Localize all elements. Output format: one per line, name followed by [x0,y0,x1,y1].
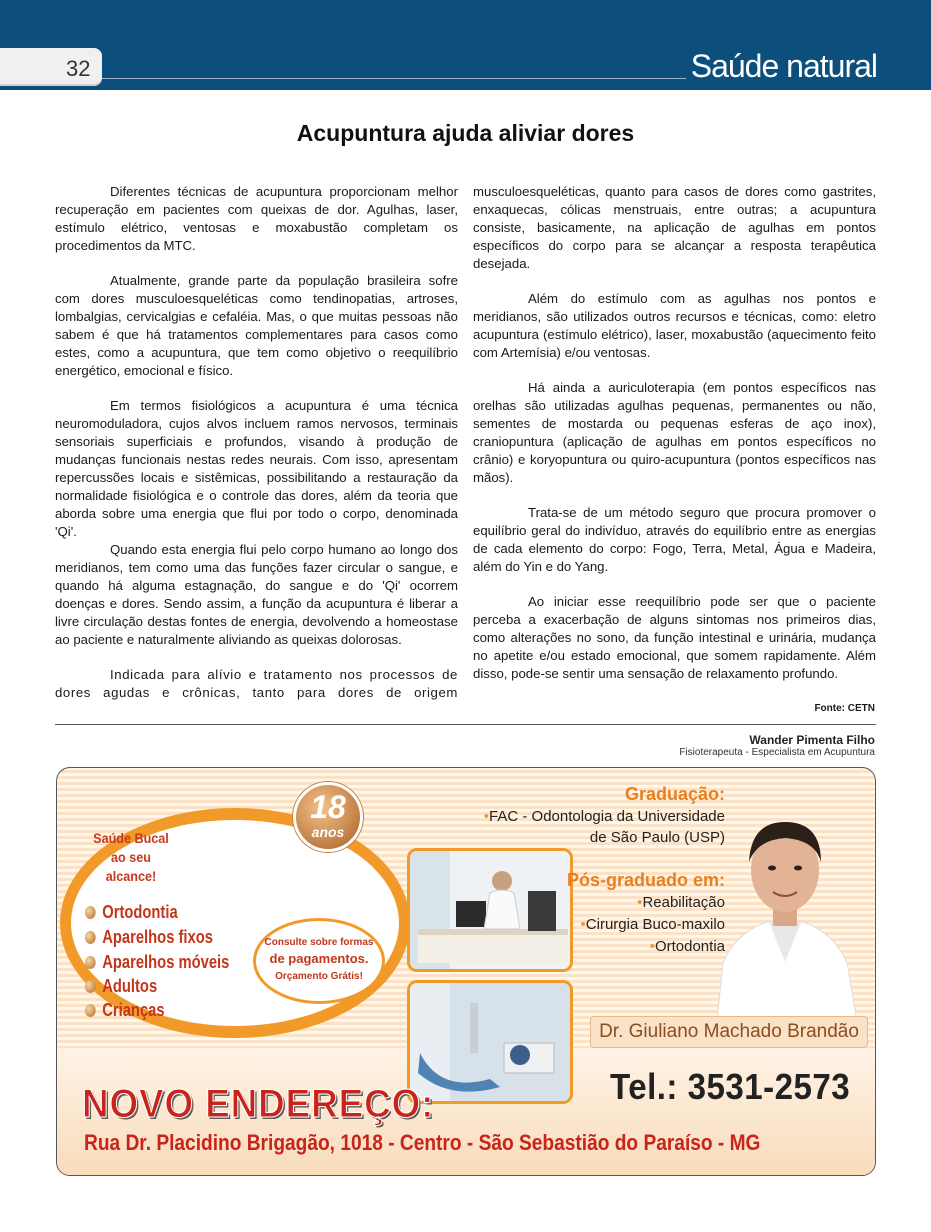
bullet-icon [85,956,96,969]
article-paragraph: Indicada para alívio e tratamento nos processos de dores agudas e crônicas, tanto para dores de origem [55,667,458,700]
article-paragraph: Atualmente, grande parte da população brasileira sofre com dores musculoesqueléticas como tendinopatias, artroses, lombalgias, cervicalgias e cefaléia. Mas, o que muitas pessoas não sabem é que há tratamentos complementares para casos como estes, como a acupuntura, que tem como objetivo o reequilíbrio energético, emocional e físico. [55,273,458,378]
doctor-name-box [590,1016,868,1048]
article-paragraph: Quando esta energia flui pelo corpo humano ao longo dos meridianos, tem como uma das funções fazer circular o sangue, e quando há alguma estagnação, do sangue e do 'Qi' ocorrem doenças e dores. Sendo assim, a função da acupuntura é liberar a livre circulação destas fontes de energia, devolvendo a homeostase ao paciente e naturalmente aliviando as queixas dolorosas. [55,542,458,647]
article-paragraph: Em termos fisiológicos a acupuntura é uma técnica neuromoduladora, cujos alvos incluem ramos nervosos, terminais sensoriais superficiais e profundos, visando à produção de mudanças funcionais nestas redes neurais. Com isso, apresentam repercussões locais e sistêmicas, possibilitando a restauração da normalidade fisiológica e o controle das dores, além da teoria que aborda sobre uma energia que flui por todo o corpo, denominada 'Qi'. [55,398,458,539]
payment-line-3: Orçamento Grátis! [275,971,363,982]
postgrad-item: •Cirurgia Buco-maxilo [580,916,725,933]
doctor-name: Dr. Giuliano Machado Brandão [599,1021,859,1042]
author-name: Wander Pimenta Filho [749,733,875,747]
payment-line-2: de pagamentos. [269,951,369,966]
new-address-title: NOVO ENDEREÇO: [82,1082,435,1126]
service-item: Crianças [85,1000,165,1021]
bullet-icon: • [649,938,655,955]
office-photo [407,848,573,972]
bullet-icon [85,980,96,993]
graduation-line-2: de São Paulo (USP) [589,829,725,846]
article-column-right [473,183,876,700]
bullet-icon: • [483,808,490,825]
service-item: Ortodontia [85,902,178,923]
article-divider [55,724,876,725]
article-column-left [55,183,458,719]
author-role: Fisioterapeuta - Especialista em Acupuntura [679,747,875,758]
article-paragraph: Diferentes técnicas de acupuntura proporcionam melhor recuperação em pacientes com queixas de dor. Agulhas, laser, estímulo elétrico, ventosas e moxabustão completam os procedimentos da MTC. [55,184,458,253]
payment-oval [253,918,385,1004]
graduation-title: Graduação: [624,784,725,804]
dental-advertisement [56,767,876,1176]
bullet-icon [85,906,96,919]
payment-line-1: Consulte sobre formas [264,937,374,948]
graduation-line-1: •FAC - Odontologia da Universidade [483,808,725,825]
article-paragraph: musculoesqueléticas, quanto para casos de dores como gastrites, enxaquecas, cólicas menstruais, entre outras; a acupuntura consiste, basicamente, na aplicação de agulhas em pontos específicos do corpo para se alcançar a resposta terapêutica desejada. [473,184,876,271]
postgrad-title: Pós-graduado em: [566,870,725,890]
postgrad-item: •Reabilitação [637,894,725,911]
article-title: Acupuntura ajuda aliviar dores [296,120,635,146]
article-paragraph: Ao iniciar esse reequilíbrio pode ser que o paciente perceba a exacerbação de alguns sintomas nos primeiros dias, como alterações no sono, da função intestinal e urinária, mudança no apetite e/ou estado emocional, que somem rapidamente. Além disso, pode-se sentir uma sensação de relaxamento profundo. [473,594,876,681]
page-number: 32 [66,56,91,81]
article-paragraph: Além do estímulo com as agulhas nos pontos e meridianos, são utilizados outros recursos e técnicas, como: eletro acupuntura (estímulo elétrico), laser, moxabustão (aquecimento feito com Artemísia) e/ou ventosas. [473,291,876,360]
phone-number: Tel.: 3531-2573 [610,1066,851,1107]
ad-tagline: Saúde Bucal ao seu alcance! [93,830,169,884]
service-item: Aparelhos fixos [85,927,213,948]
badge-number: 18 [310,789,346,825]
service-item: Adultos [85,976,157,997]
article-source: Fonte: CETN [814,703,875,714]
header-divider [102,78,686,79]
badge-label: anos [311,824,345,840]
bullet-icon: • [637,894,643,911]
bullet-icon [85,1004,96,1017]
bullet-icon: • [580,916,586,933]
article-paragraph: Há ainda a auriculoterapia (em pontos específicos nas orelhas são utilizadas agulhas pequenas, permanentes ou não, sementes de mostarda ou pequenas esferas de aço inox), craniopuntura (aplicação de agulhas em pontos específicos no crânio) e koryopuntura ou quiro-acupuntura (pontos específicos nas mãos). [473,380,876,485]
anniversary-badge [293,782,363,852]
article-paragraph: Trata-se de um método seguro que procura promover o equilíbrio geral do indivíduo, através do equilíbrio entre as energias de cada elemento do corpo: Fogo, Terra, Metal, Água e Madeira, além do Yin e do Yang. [473,505,876,574]
service-item: Aparelhos móveis [85,952,229,973]
postgrad-item: •Ortodontia [649,938,725,955]
bullet-icon [85,931,96,944]
section-title: Saúde natural [690,48,877,84]
address: Rua Dr. Placidino Brigagão, 1018 - Centro - São Sebastião do Paraíso - MG [84,1130,761,1155]
